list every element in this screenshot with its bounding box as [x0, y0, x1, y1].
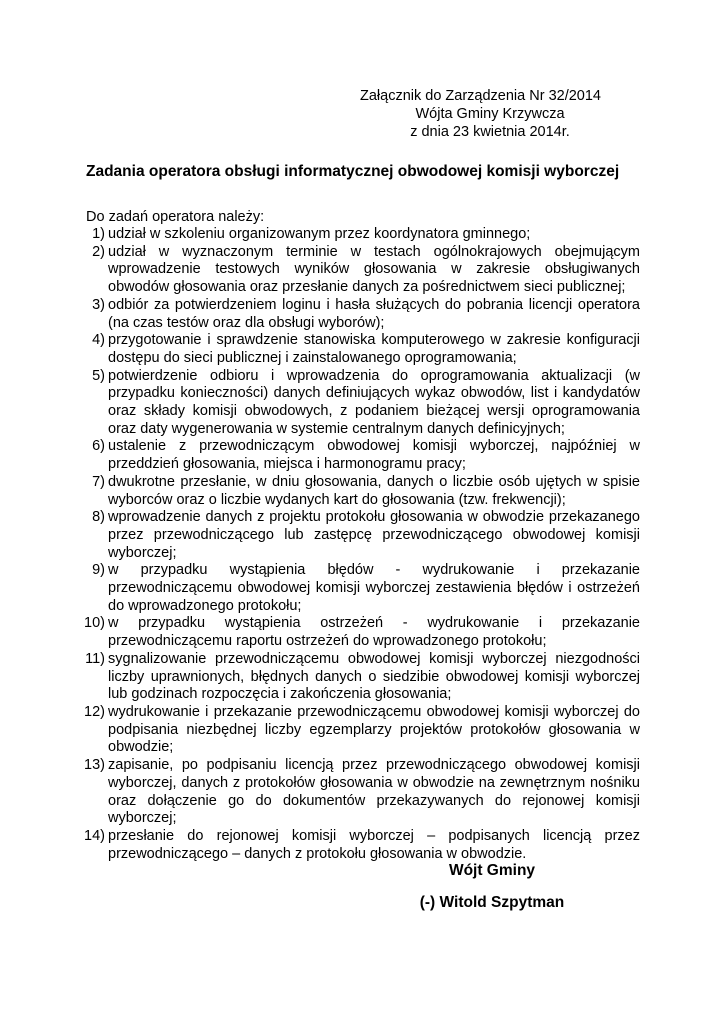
list-item: [76, 704, 640, 757]
list-item-text: przygotowanie i sprawdzenie stanowiska komputerowego w zakresie konfiguracji dostępu do sieci publicznej i zainstalowanego oprogramowania;: [108, 332, 640, 366]
list-item-number: 14): [84, 827, 105, 844]
list-item-text: przesłanie do rejonowej komisji wyborczej – podpisanych licencją przez przewodniczącego – danych z protokołu głosowania w obwodzie.: [108, 827, 640, 862]
list-item-text: odbiór za potwierdzeniem loginu i hasła służących do pobrania licencji operatora (na czas testów oraz dla obsługi wyborów);: [108, 296, 640, 331]
list-item: [76, 651, 640, 704]
list-item-number: 2): [92, 243, 105, 260]
list-item-number: 8): [92, 509, 105, 526]
list-item: [76, 474, 640, 509]
attachment-header: [360, 87, 620, 141]
list-item-text: wydrukowanie i przekazanie przewodniczącemu obwodowej komisji wyborczej do podpisania niezbędnej liczby egzemplarzy projektów protokołów głosowania w obwodzie;: [108, 703, 640, 756]
list-item-number: 9): [92, 562, 105, 579]
list-item-number: 7): [92, 473, 105, 490]
list-item: [76, 368, 640, 439]
intro-text: Do zadań operatora należy:: [86, 209, 265, 225]
list-item: [76, 615, 640, 650]
task-list: [76, 226, 640, 863]
signature-name: (-) Witold Szpytman: [419, 894, 565, 911]
list-item-text: ustalenie z przewodniczącym obwodowej komisji wyborczej, najpóźniej w przeddzień głosowania, miejsca i harmonogramu pracy;: [108, 438, 640, 473]
list-item-text: zapisanie, po podpisaniu licencją przez przewodniczącego obwodowej komisji wyborczej, danych z protokołów głosowania w obwodzie na zewnętrznym nośniku oraz dołączenie go do dokumentów przekazywanych do rejonowej komisji wyborczej;: [108, 757, 640, 827]
list-item-number: 5): [92, 367, 105, 384]
list-item-text: w przypadku wystąpienia błędów - wydrukowanie i przekazanie przewodniczącemu obwodowej komisji wyborczej zestawienia błędów i ostrzeżeń do wprowadzonego protokołu;: [108, 562, 640, 614]
list-item-text: dwukrotne przesłanie, w dniu głosowania, danych o liczbie osób ujętych w spisie wyborców oraz o liczbie wydanych kart do głosowania (tzw. frekwencji);: [108, 473, 640, 508]
list-item-text: udział w szkoleniu organizowanym przez koordynatora gminnego;: [108, 226, 531, 242]
list-item: [76, 244, 640, 297]
document-title: Zadania operatora obsługi informatycznej obwodowej komisji wyborczej: [86, 163, 620, 180]
list-item: [76, 332, 640, 367]
list-item: [76, 297, 640, 332]
list-item-number: 12): [84, 703, 105, 720]
list-item: [76, 562, 640, 615]
header-line-date: z dnia 23 kwietnia 2014r.: [410, 124, 570, 140]
list-item-text: sygnalizowanie przewodniczącemu obwodowej komisji wyborczej niezgodności liczby uprawnionych, błędnych danych o siedzibie obwodowej komisji wyborczej lub godzinach rozpoczęcia i zakończenia głosowania;: [108, 650, 640, 703]
list-item-number: 11): [85, 650, 105, 667]
list-item-text: w przypadku wystąpienia ostrzeżeń - wydrukowanie i przekazanie przewodniczącemu raportu ostrzeżeń do wprowadzonego protokołu;: [108, 615, 640, 650]
list-item: [76, 226, 640, 244]
list-item: [76, 757, 640, 828]
list-item-text: udział w wyznaczonym terminie w testach ogólnokrajowych obejmującym wprowadzenie testowych wyników głosowania w zakresie obsługiwanych obwodów głosowania oraz przesłanie danych za pośrednictwem sieci publicznej;: [108, 243, 640, 296]
header-line-ordinance: Załącznik do Zarządzenia Nr 32/2014: [360, 88, 601, 104]
list-item-text: potwierdzenie odbioru i wprowadzenia do oprogramowania aktualizacji (w przypadku konieczności) danych definiujących wykaz obwodów, list i kandydatów oraz składy komisji obwodowych, z podaniem bieżącej wersji oprogramowania oraz daty wygenerowania w systemie centralnym danych definicyjnych;: [108, 367, 640, 437]
list-item-number: 13): [84, 757, 105, 774]
list-item-number: 10): [84, 615, 105, 632]
list-item: [76, 438, 640, 473]
list-item-number: 3): [92, 296, 105, 313]
signature-title: Wójt Gminy: [448, 862, 536, 879]
list-item: [76, 828, 640, 863]
list-item-text: wprowadzenie danych z projektu protokołu głosowania w obwodzie przekazanego przez przewodniczącego lub zastępcę przewodniczącego obwodowej komisji wyborczej;: [108, 509, 640, 561]
header-line-issuer: Wójta Gminy Krzywcza: [415, 106, 565, 122]
list-item-number: 1): [92, 226, 105, 242]
list-item: [76, 509, 640, 562]
list-item-number: 4): [92, 332, 105, 349]
list-item-number: 6): [92, 438, 105, 455]
